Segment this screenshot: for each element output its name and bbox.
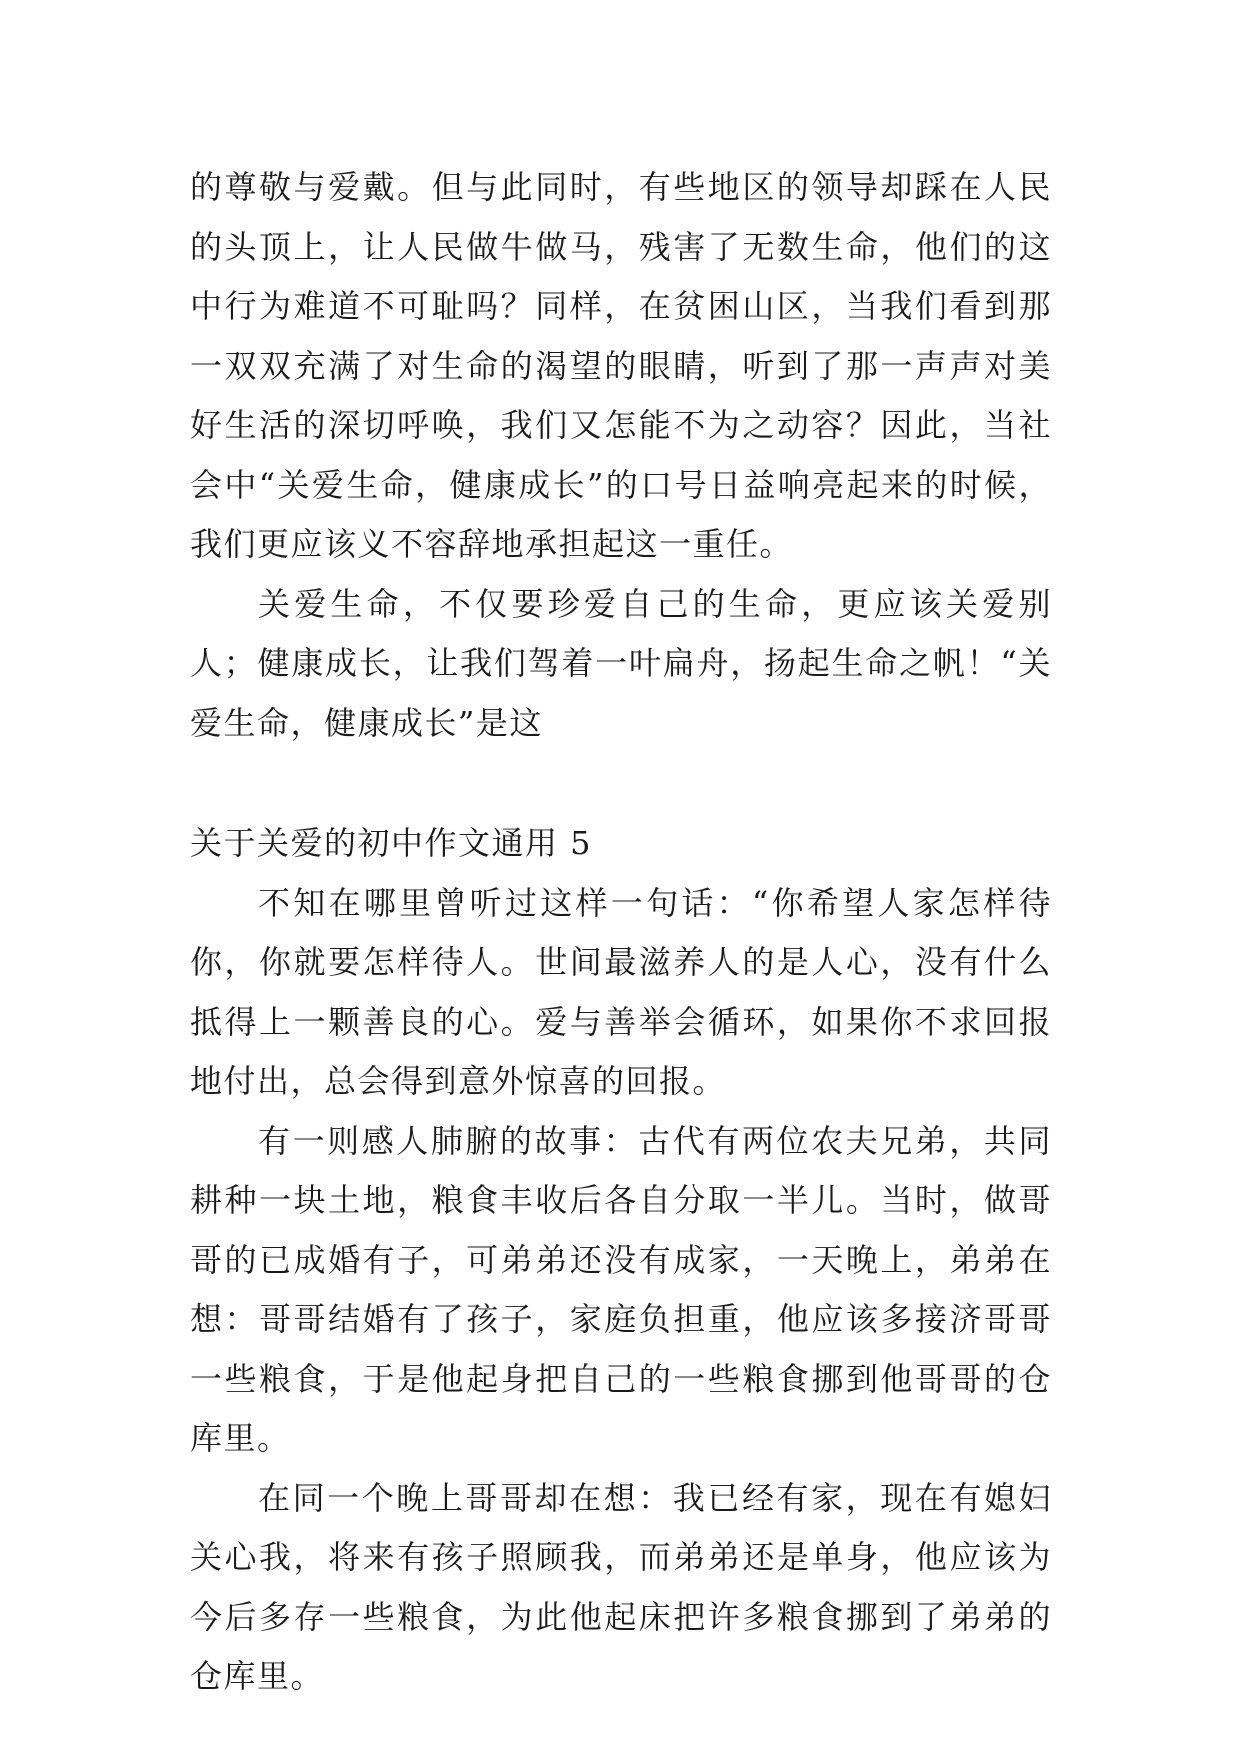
section-title: 关于关爱的初中作文通用 5 (190, 824, 593, 862)
section-gap (190, 753, 1052, 814)
paragraph-continuation: 的尊敬与爱戴。但与此同时，有些地区的领导却踩在人民的头顶上，让人民做牛做马，残害了无数生命，他们的这中行为难道不可耻吗？同样，在贫困山区，当我们看到那一双双充满了对生命的渴望的眼睛，听到了那一声声对美好生活的深切呼唤，我们又怎能不为之动容？因此，当社会中“关爱生命，健康成长”的口号日益响亮起来的时候，我们更应该义不容辞地承担起这一重任。 (190, 168, 1052, 563)
paragraph-quote: 不知在哪里曾听过这样一句话：“你希望人家怎样待你，你就要怎样待人。世间最滋养人的是人心，没有什么抵得上一颗善良的心。爱与善举会循环，如果你不求回报地付出，总会得到意外惊喜的回报。 (190, 883, 1052, 1100)
paragraph-elder-brother: 在同一个晚上哥哥却在想：我已经有家，现在有媳妇关心我，将来有孩子照顾我，而弟弟还是单身，他应该为今后多存一些粮食，为此他起床把许多粮食挪到了弟弟的仓库里。 (190, 1478, 1052, 1695)
paragraph-care-for-life: 关爱生命，不仅要珍爱自己的生命，更应该关爱别人；健康成长，让我们驾着一叶扁舟，扬起生命之帆！“关爱生命，健康成长”是这 (190, 584, 1052, 742)
document-page (190, 158, 1052, 1707)
paragraph-story: 有一则感人肺腑的故事：古代有两位农夫兄弟，共同耕种一块土地，粮食丰收后各自分取一半儿。当时，做哥哥的已成婚有子，可弟弟还没有成家，一天晚上，弟弟在想：哥哥结婚有了孩子，家庭负担重，他应该多接济哥哥一些粮食，于是他起身把自己的一些粮食挪到他哥哥的仓库里。 (190, 1121, 1052, 1457)
